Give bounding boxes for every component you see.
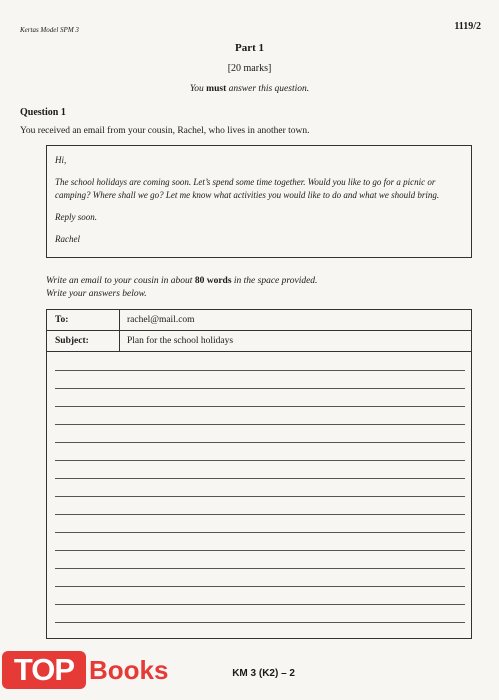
email-greeting: Hi,: [55, 155, 67, 165]
email-signature: Rachel: [55, 234, 80, 244]
answer-form: [46, 309, 472, 639]
writing-line: [55, 442, 465, 443]
to-label: To:: [55, 315, 69, 325]
email-box: [46, 145, 472, 258]
subject-label: Subject:: [55, 336, 89, 346]
question-title: Question 1: [20, 107, 66, 118]
writing-line: [55, 406, 465, 407]
task-instruction: [46, 275, 317, 301]
email-body: The school holidays are coming soon. Let’s spend some time together. Would you like to go for a picnic or camping? Where shall we go? Let me know what activities you would like to do and what we should bring.: [55, 177, 440, 200]
writing-line: [55, 532, 465, 533]
paper-code: 1119/2: [454, 21, 481, 32]
subject-row: [47, 331, 471, 352]
writing-line: [55, 586, 465, 587]
writing-line: [55, 370, 465, 371]
to-row: [47, 310, 471, 331]
writing-line: [55, 604, 465, 605]
marks-label: [20 marks]: [227, 63, 272, 74]
to-divider: [119, 310, 120, 330]
logo-books: Books: [89, 655, 169, 685]
task-post: in the space provided.: [231, 276, 318, 286]
page-footer: KM 3 (K2) – 2: [232, 668, 295, 679]
subject-divider: [119, 331, 120, 351]
paper-name: Kertas Model SPM 3: [20, 26, 79, 34]
writing-line: [55, 622, 465, 623]
writing-line: [55, 424, 465, 425]
writing-line: [55, 478, 465, 479]
writing-line: [55, 460, 465, 461]
instruction-bold: must: [206, 84, 227, 94]
task-line-1: [46, 275, 317, 288]
subject-value[interactable]: Plan for the school holidays: [127, 336, 234, 346]
topbooks-logo: [2, 643, 184, 695]
part-title: Part 1: [234, 42, 264, 54]
task-bold: 80 words: [194, 276, 232, 286]
writing-line: [55, 388, 465, 389]
writing-line: [55, 568, 465, 569]
writing-line: [55, 496, 465, 497]
writing-line: [55, 514, 465, 515]
writing-line: [55, 550, 465, 551]
logo-top: TOP: [2, 651, 86, 689]
instruction-post: answer this question.: [226, 84, 310, 94]
to-value[interactable]: rachel@mail.com: [127, 315, 195, 325]
instruction: [0, 84, 499, 94]
task-pre: Write an email to your cousin in about: [46, 276, 195, 286]
instruction-pre: You: [189, 84, 207, 94]
question-intro: You received an email from your cousin, Rachel, who lives in another town.: [20, 126, 310, 136]
email-closing: Reply soon.: [55, 212, 97, 222]
task-line-2: Write your answers below.: [46, 289, 147, 299]
